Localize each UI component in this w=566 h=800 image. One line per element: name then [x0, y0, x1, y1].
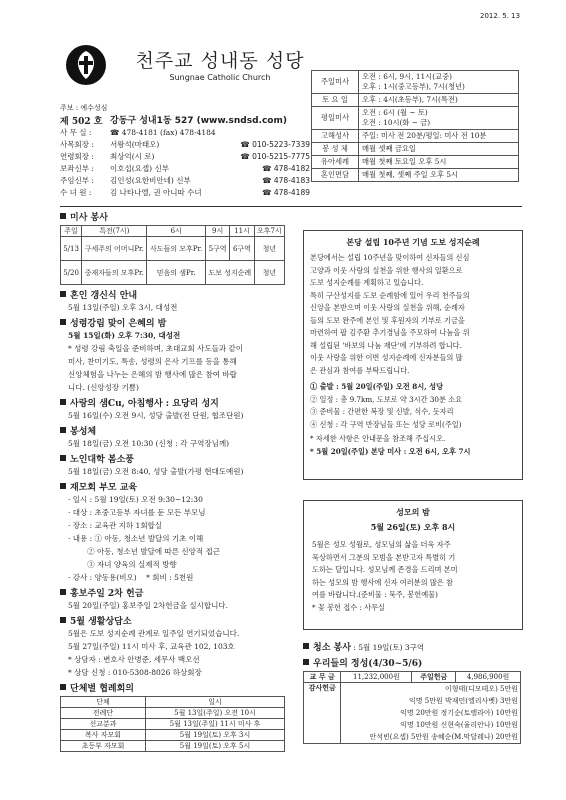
mary-body	[304, 539, 522, 614]
table-cell	[341, 683, 521, 744]
pilgrimage-line: 들의 도보 완주에 본인 및 후원자의 기부로 기금을	[310, 315, 465, 325]
section-title-text: 5월 생활상담소	[70, 617, 132, 627]
schedule-label: 유아세례	[312, 156, 359, 169]
bullet-square-icon	[303, 643, 309, 649]
section-line: 미사, 찬미기도, 특송, 성령의 은사 기프를 등을 통해	[68, 357, 237, 366]
section-line: · 대상 : 초중고등부 자녀를 둔 모든 부모님	[68, 508, 206, 517]
bullet-square-icon	[60, 427, 66, 433]
table-row	[61, 741, 285, 752]
donation-line: 이형태(디모테오) 5만원	[445, 685, 518, 693]
mass-service-table	[60, 225, 285, 285]
mary-line: 도하는 달입니다. 성모님께 존경을 드리며 본미	[312, 565, 458, 574]
table-cell: 5월 13일(주일) 오전 10시	[146, 708, 285, 719]
contact-value: 서왕석(마태오)	[110, 140, 160, 149]
contact-row	[60, 139, 310, 151]
pilgrimage-item: ② 일정 : 총 9.7km, 도보로 약 3시간 30분 소요	[310, 394, 463, 404]
section-title-text: 성령강림 맞이 은혜의 밤	[70, 319, 167, 329]
section-title	[303, 643, 351, 653]
section-title-text: 홍보주일 2차 헌금	[70, 589, 144, 599]
pilgrimage-notes	[304, 431, 522, 458]
contact-value: 이호섭(요셉) 신부	[110, 164, 169, 173]
section-line: 5월 20일(주일) 홍보주일 2차헌금을 실시합니다.	[68, 601, 229, 610]
mass-schedule-table	[311, 70, 519, 182]
contact-phone: ☎ 010-5215-7775	[240, 152, 310, 161]
patron-label: 주보 : 예수성심	[60, 104, 108, 112]
section-title	[60, 210, 295, 223]
section-line: 5월 18일(금) 오전 10:30 (신청 : 각 구역장님께)	[68, 439, 230, 448]
contact-row	[60, 175, 310, 187]
section-title	[60, 614, 295, 627]
section-title	[60, 452, 295, 465]
bullet-square-icon	[60, 213, 66, 219]
contact-key: 수 녀 원 :	[60, 188, 92, 197]
section-line: 신앙체험을 나누는 은혜의 밤 행사에 많은 참여 바랍	[68, 370, 237, 379]
pilgrimage-line: 특히 구산성지를 도보 순례함에 있어 우리 천주들의	[310, 290, 470, 300]
section-title	[60, 681, 295, 694]
table-cell: 도보 성지순례	[205, 261, 254, 285]
parish-subtitle: Sungnae Catholic Church	[169, 73, 271, 82]
table-cell: 11,232,000원	[341, 672, 412, 683]
section-title	[60, 316, 295, 329]
donation-line: 익명 20만원 정기순(토렐라아) 10만원	[400, 709, 518, 717]
section-title-text: 노인대학 봄소풍	[70, 455, 134, 465]
mary-line: 여를 바랍니다.(준비물 : 묵주, 봉헌예물)	[312, 590, 438, 599]
section-line: 니다. (신앙성장 기쁨)	[68, 383, 139, 392]
table-cell: 교 무 금	[304, 672, 341, 683]
pilgrimage-item: ③ 준비물 : 간편한 복장 및 신발, 식수, 돗자리	[310, 407, 454, 416]
table-cell: 4,986,900원	[456, 672, 521, 683]
section-title-text: 우리들의 정성(4/30~5/6)	[313, 659, 423, 669]
section-title	[60, 586, 295, 599]
section-line: ③ 자녀 양육의 실제적 방향	[68, 560, 177, 569]
section-line: 5월은 도보 성지순례 관계로 일주일 연기되었습니다.	[68, 629, 240, 638]
left-column	[60, 210, 295, 752]
section-line: 5월 18일(금) 오전 8:40, 성당 출발(가평 현대도예원)	[68, 467, 244, 476]
church-logo-icon	[64, 43, 108, 87]
contact-row	[60, 127, 310, 139]
table-cell: 주일헌금	[412, 672, 456, 683]
section-title-text: 단체별 협례회의	[70, 684, 134, 694]
donation-line: 익명 10만원 신현숙(율리안나) 10만원	[400, 721, 518, 729]
schedule-value: 오전 : 10시(화 ~ 금)	[362, 118, 431, 127]
schedule-value: 매월 첫째, 셋째 주일 오후 5시	[359, 169, 519, 182]
contact-value: 김인성(요한비안네) 신부	[110, 176, 191, 185]
schedule-row	[312, 107, 519, 130]
section-title	[303, 656, 521, 669]
section-line: · 강사 : 양동용(비오) * 회비 : 5천원	[68, 573, 194, 582]
contact-value: ☎ 478-4181 (fax) 478-4184	[110, 128, 216, 137]
section-title-text: 사랑의 샘Cu, 아침행사 : 요당리 성지	[70, 399, 219, 409]
schedule-label: 고해성사	[312, 130, 359, 143]
contact-key: 사목회장 :	[60, 140, 94, 149]
table-cell: 선교분과	[61, 719, 146, 730]
section-line: · 장소 : 교육관 지하 1회합실	[68, 521, 163, 530]
schedule-value: 오전 : 6시 (월 ~ 토)	[362, 108, 428, 117]
pilgrimage-line: 본당에서는 설립 10주년을 맞이하여 신자들의 신심	[310, 253, 470, 262]
mary-date: 5월 26일(토) 오후 8시	[370, 522, 456, 532]
mary-night-box	[303, 500, 523, 630]
section-line: · 내용 : ① 아동, 청소년 발달의 기초 이해	[68, 534, 204, 543]
schedule-label: 봉 성 체	[312, 143, 359, 156]
mary-line: 묵상하면서 그분의 모범을 본받고자 특별히 기	[312, 552, 456, 562]
pilgrimage-title: 본당 설립 10주년 기념 도보 성지순례	[346, 237, 480, 247]
table-header: 9시	[205, 226, 229, 237]
schedule-row	[312, 143, 519, 156]
schedule-label: 토 요 일	[312, 94, 359, 107]
mary-line: * 꽃 봉헌 접수 : 사무실	[312, 602, 385, 612]
table-cell: 청년	[254, 261, 284, 285]
mary-line: 하는 성모의 밤 행사에 신자 여러분의 많은 참	[312, 577, 453, 587]
schedule-value: 매월 첫째 토요일 오후 5시	[359, 156, 519, 169]
section-title-text: 재모회 부모 교육	[70, 483, 138, 493]
schedule-row	[312, 156, 519, 169]
bullet-square-icon	[60, 684, 66, 690]
schedule-row	[312, 169, 519, 182]
donation-line: 익명 5만원 박재민(엘리사벳) 3만원	[409, 697, 518, 705]
pilgrimage-line: 마련하여 팝 김주환 추기경님을 주모하여 나눔을 위	[310, 328, 470, 337]
donation-line: 안석빈(요셉) 5만원 송혜순(M.막달레나) 20만원	[369, 733, 518, 741]
table-header: 일시	[146, 697, 285, 708]
table-cell: 5월 19일(토) 오후 3시	[146, 730, 285, 741]
pilgrimage-body	[304, 252, 522, 377]
section-title-text: 봉성체	[70, 427, 97, 437]
contact-row	[60, 151, 310, 163]
cleaning-text: : 5월 19일(토) 3구역	[350, 643, 425, 652]
schedule-value: 오후 : 1시(중고등부), 7시(청년)	[362, 82, 465, 91]
bullet-square-icon	[60, 399, 66, 405]
bullet-square-icon	[60, 617, 66, 623]
header-divider	[60, 206, 522, 207]
table-cell: 감사헌금	[304, 683, 341, 744]
schedule-value: 매월 셋째 금요일	[359, 143, 519, 156]
parish-title: 천주교 성내동 성당	[135, 50, 305, 72]
contact-value: 최상억(시 로)	[110, 152, 155, 161]
section-title-text: 혼인 갱신식 안내	[70, 291, 138, 301]
contact-value: 김 나타나엘, 권 아니따 수녀	[110, 188, 202, 197]
table-row	[61, 261, 285, 285]
contact-key: 보좌신부 :	[60, 164, 94, 173]
table-cell: 믿음의 샘Pr.	[147, 261, 205, 285]
section-line: · 일시 : 5월 19일(토) 오전 9:30~12:30	[68, 495, 203, 504]
table-header: 주일	[61, 226, 82, 237]
table-cell: 전례단	[61, 708, 146, 719]
section-line: * 성령 강림 축일을 준비하며, 초대교회 사도들과 같이	[68, 344, 243, 353]
mary-line: 5월은 성모 성월로, 성모님의 삶을 더욱 자주	[312, 540, 451, 549]
section-line: * 상담 신청 : 010-5308-8026 하상회장	[68, 668, 202, 677]
table-cell: 6구역	[230, 237, 254, 261]
table-row	[61, 237, 285, 261]
table-header-row	[61, 226, 285, 237]
table-cell: 중재자들의 모후Pr.	[82, 261, 147, 285]
table-header-row	[61, 697, 285, 708]
section-line: 5월 13일(주일) 오후 3시, 대성전	[68, 303, 178, 312]
contact-phone: ☎ 010-5223-7339	[240, 140, 310, 149]
section-line: 5월 15일(화) 오후 7:30, 대성전	[68, 331, 181, 340]
schedule-row	[312, 94, 519, 107]
section-title	[60, 396, 295, 409]
pilgrimage-line: 도보 성지순례를 계획하고 있습니다.	[310, 278, 424, 287]
pilgrimage-note: * 5월 20일(주일) 본당 미사 : 오전 6시, 오후 7시	[310, 446, 471, 456]
donation-table	[303, 671, 521, 744]
table-cell: 5/20	[61, 261, 82, 285]
pilgrimage-line: 이웃 사랑을 위한 이번 성지순례에 신자분들의 많	[310, 353, 463, 362]
section-title	[60, 288, 295, 301]
contact-row	[60, 187, 310, 199]
pilgrimage-item: ① 출발 : 5월 20일(주일) 오전 8시, 성당	[310, 382, 444, 391]
schedule-value: 오후 : 4시(초등부), 7시(특전)	[359, 94, 519, 107]
table-cell: 청년	[254, 237, 284, 261]
table-row	[61, 730, 285, 741]
mary-title: 성모의 밤	[396, 507, 430, 517]
contact-key: 주임신부 :	[60, 176, 94, 185]
contact-phone: ☎ 478-4183	[262, 176, 310, 185]
schedule-label: 주일미사	[312, 71, 359, 94]
table-header: 특전(7시)	[82, 226, 147, 237]
section-line: 5월 16일(수) 오전 9시, 성당 출발(전 단원, 협조단원)	[68, 411, 244, 420]
bullet-square-icon	[60, 483, 66, 489]
table-header: 단체	[61, 697, 146, 708]
table-header: 오후7시	[254, 226, 284, 237]
section-title-text: 청소 봉사	[313, 643, 351, 653]
section-line: * 상담자 : 변호사 안병준, 세무사 백오선	[68, 655, 200, 664]
pilgrimage-line: 해 설립된 '바보의 나눔 재단'에 기부하려 합니다.	[310, 340, 462, 350]
schedule-label: 평일미사	[312, 107, 359, 130]
schedule-value: 주일: 미사 전 20분/평일: 미사 전 10분	[359, 130, 519, 143]
parish-address: 강동구 성내1동 527 (www.sndsd.com)	[110, 116, 287, 126]
pilgrimage-item: ④ 신청 : 각 구역 반장님들 또는 성당 로비(주일)	[310, 419, 462, 429]
table-cell: 사도들의 모후Pr.	[147, 237, 205, 261]
table-cell: 복사 자모회	[61, 730, 146, 741]
contact-phone	[220, 127, 310, 139]
pilgrimage-note: * 자세한 사항은 안내문을 참조해 주십시오.	[310, 434, 446, 443]
bullet-square-icon	[60, 319, 66, 325]
meeting-table	[60, 696, 285, 752]
contact-phone: ☎ 478-4182	[262, 164, 310, 173]
table-row	[304, 672, 521, 683]
issue-number: 제 502 호	[60, 117, 103, 127]
section-line: 5월 27일(주일) 11시 미사 후, 교육관 102, 103호	[68, 642, 235, 651]
section-title-text: 미사 봉사	[70, 213, 108, 223]
table-cell: 5월 19일(토) 오후 5시	[146, 741, 285, 752]
table-cell: 5구역	[205, 237, 229, 261]
cleaning-section	[303, 640, 521, 654]
contact-row	[60, 163, 310, 175]
table-cell: 5월 13일(주일) 11시 미사 후	[146, 719, 285, 730]
schedule-label: 혼인면담	[312, 169, 359, 182]
bullet-square-icon	[60, 455, 66, 461]
table-row	[61, 719, 285, 730]
table-header: 11시	[230, 226, 254, 237]
contact-phone: ☎ 478-4189	[262, 188, 310, 197]
bullet-square-icon	[60, 291, 66, 297]
table-cell: 초등부 자모회	[61, 741, 146, 752]
table-cell: 구세주의 어머니Pr.	[82, 237, 147, 261]
contact-key: 사 무 실 :	[60, 128, 92, 137]
bullet-square-icon	[303, 659, 309, 665]
issue-date: 2012. 5. 13	[480, 12, 521, 20]
pilgrimage-line: 은 관심과 참여를 부탁드립니다.	[310, 365, 410, 375]
pilgrimage-box	[303, 230, 523, 480]
section-title	[60, 424, 295, 437]
bullet-square-icon	[60, 589, 66, 595]
contact-list	[60, 127, 310, 199]
contact-key: 연령회장 :	[60, 152, 94, 161]
table-row	[304, 683, 521, 744]
schedule-value: 오전 : 6시, 9시, 11시(교중)	[362, 72, 452, 81]
section-line: ② 아동, 청소년 발달에 따른 신앙적 접근	[68, 547, 220, 556]
schedule-row	[312, 71, 519, 94]
table-cell: 5/13	[61, 237, 82, 261]
table-row	[61, 708, 285, 719]
table-header: 6시	[147, 226, 205, 237]
schedule-row	[312, 130, 519, 143]
pilgrimage-line: 고양과 이웃 사랑의 실천을 위한 행사의 일환으로	[310, 265, 463, 275]
section-title	[60, 480, 295, 493]
notice-sections	[60, 288, 295, 681]
donation-section	[303, 656, 521, 744]
pilgrimage-line: 신앙을 본받으며 이웃 사랑의 실천을 위해, 순례자	[310, 303, 465, 312]
pilgrimage-items	[304, 377, 522, 431]
